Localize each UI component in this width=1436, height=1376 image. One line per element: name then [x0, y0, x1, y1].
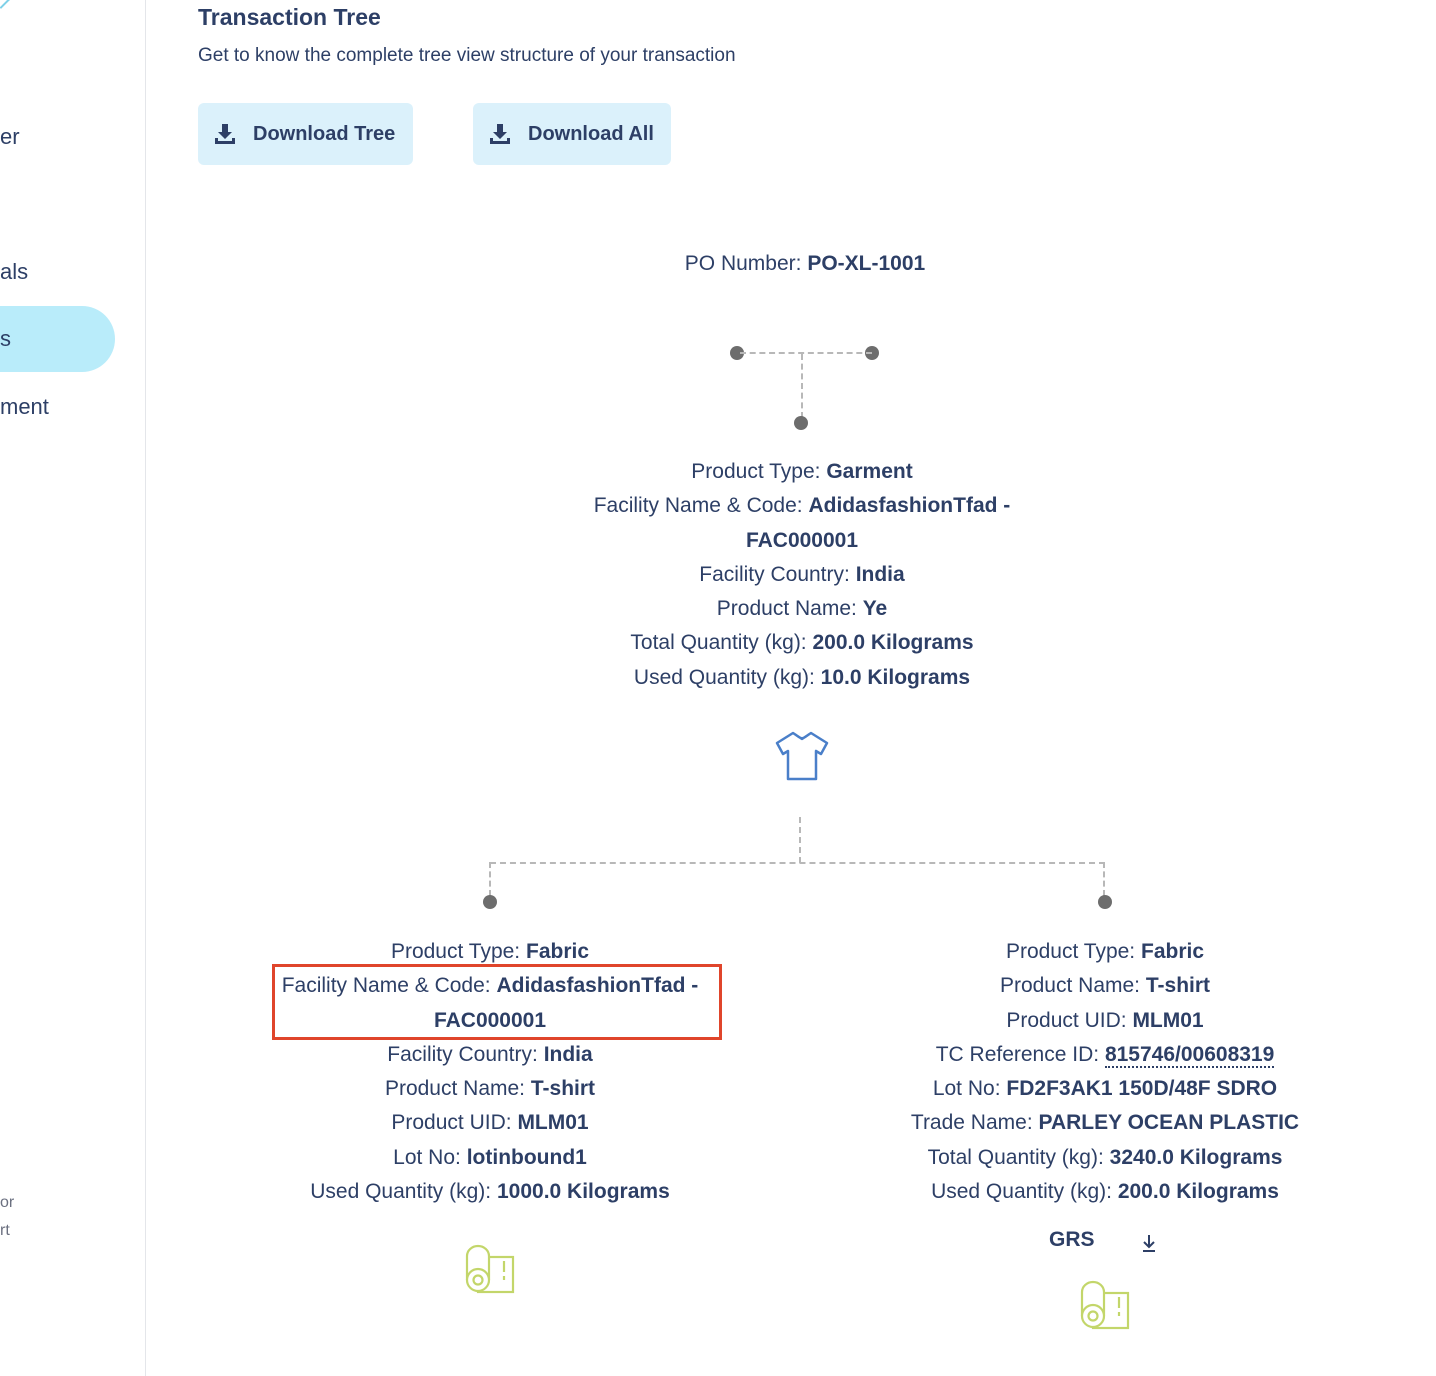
- root-facility-code: FAC000001: [745, 528, 859, 552]
- sidebar-item-active[interactable]: [0, 306, 115, 372]
- download-icon: [214, 123, 236, 145]
- sidebar-footer-line-1: or: [0, 1194, 15, 1211]
- po-value: PO-XL-1001: [807, 252, 926, 275]
- connector-line: [490, 862, 1105, 864]
- sidebar: [0, 0, 146, 1376]
- root-used-qty: Used Quantity (kg): 10.0 Kilograms: [633, 665, 971, 689]
- sidebar-item-label: s: [0, 326, 11, 351]
- root-facility: Facility Name & Code: AdidasfashionTfad -: [593, 494, 1011, 518]
- fabric-roll-icon: [1079, 1280, 1133, 1332]
- left-facility-code: FAC000001: [433, 1008, 547, 1032]
- root-node: [552, 455, 1052, 695]
- right-product-name: Product Name: T-shirt: [999, 974, 1211, 998]
- sidebar-item-label: als: [0, 259, 29, 284]
- download-all-label: Download All: [528, 122, 654, 145]
- left-facility: Facility Name & Code: AdidasfashionTfad -: [281, 974, 699, 998]
- left-product-name: Product Name: T-shirt: [384, 1077, 596, 1101]
- sidebar-item-label: ment: [0, 394, 49, 419]
- right-child-node: [855, 935, 1355, 1209]
- fabric-roll-icon: [464, 1244, 518, 1296]
- logo-fragment-icon: [0, 0, 11, 9]
- right-product-uid: Product UID: MLM01: [1006, 1008, 1204, 1032]
- page-subtitle: Get to know the complete tree view structure of your transaction: [198, 45, 736, 66]
- connector-dot: [1098, 895, 1112, 909]
- download-tree-label: Download Tree: [253, 122, 396, 145]
- certificate-label: GRS: [1049, 1228, 1095, 1251]
- certificate-download-icon[interactable]: [1140, 1232, 1158, 1254]
- connector-dot: [483, 895, 497, 909]
- sidebar-footer-line-2: rt: [0, 1222, 10, 1239]
- right-product-type: Product Type: Fabric: [1005, 940, 1205, 963]
- download-all-button[interactable]: [473, 103, 671, 165]
- po-label: PO Number:: [684, 252, 802, 275]
- connector-line: [740, 352, 872, 354]
- download-tree-button[interactable]: [198, 103, 413, 165]
- left-used-qty: Used Quantity (kg): 1000.0 Kilograms: [310, 1180, 670, 1204]
- t-shirt-icon: [774, 730, 830, 782]
- root-product-name: Product Name: Ye: [716, 597, 888, 621]
- right-trade-name: Trade Name: PARLEY OCEAN PLASTIC: [910, 1111, 1300, 1135]
- sidebar-item-4[interactable]: [0, 374, 115, 440]
- sidebar-item-2[interactable]: [0, 239, 115, 305]
- connector-line: [1103, 862, 1105, 896]
- right-tc-reference: TC Reference ID: 815746/00608319: [935, 1042, 1275, 1066]
- connector-line: [489, 862, 491, 896]
- connector-line: [799, 817, 801, 863]
- highlight-box: [272, 964, 722, 1040]
- root-country: Facility Country: India: [699, 562, 905, 586]
- connector-line: [801, 354, 803, 418]
- right-lot-no: Lot No: FD2F3AK1 150D/48F SDRO: [932, 1077, 1278, 1101]
- root-product-type: Product Type: Garment: [691, 460, 913, 483]
- po-number: [605, 252, 1005, 276]
- download-icon: [489, 123, 511, 145]
- page-title: Transaction Tree: [198, 4, 381, 30]
- tc-reference-link[interactable]: 815746/00608319: [1104, 1042, 1275, 1066]
- right-used-qty: Used Quantity (kg): 200.0 Kilograms: [931, 1180, 1279, 1204]
- root-total-qty: Total Quantity (kg): 200.0 Kilograms: [630, 631, 974, 655]
- connector-dot: [794, 416, 808, 430]
- sidebar-item-label: er: [0, 124, 20, 149]
- right-total-qty: Total Quantity (kg): 3240.0 Kilograms: [927, 1145, 1283, 1169]
- sidebar-item-1[interactable]: [0, 104, 115, 170]
- left-lot-no: Lot No: lotinbound1: [393, 1145, 587, 1169]
- left-country: Facility Country: India: [387, 1042, 593, 1066]
- left-product-uid: Product UID: MLM01: [391, 1111, 589, 1135]
- left-product-type: Product Type: Fabric: [390, 940, 590, 963]
